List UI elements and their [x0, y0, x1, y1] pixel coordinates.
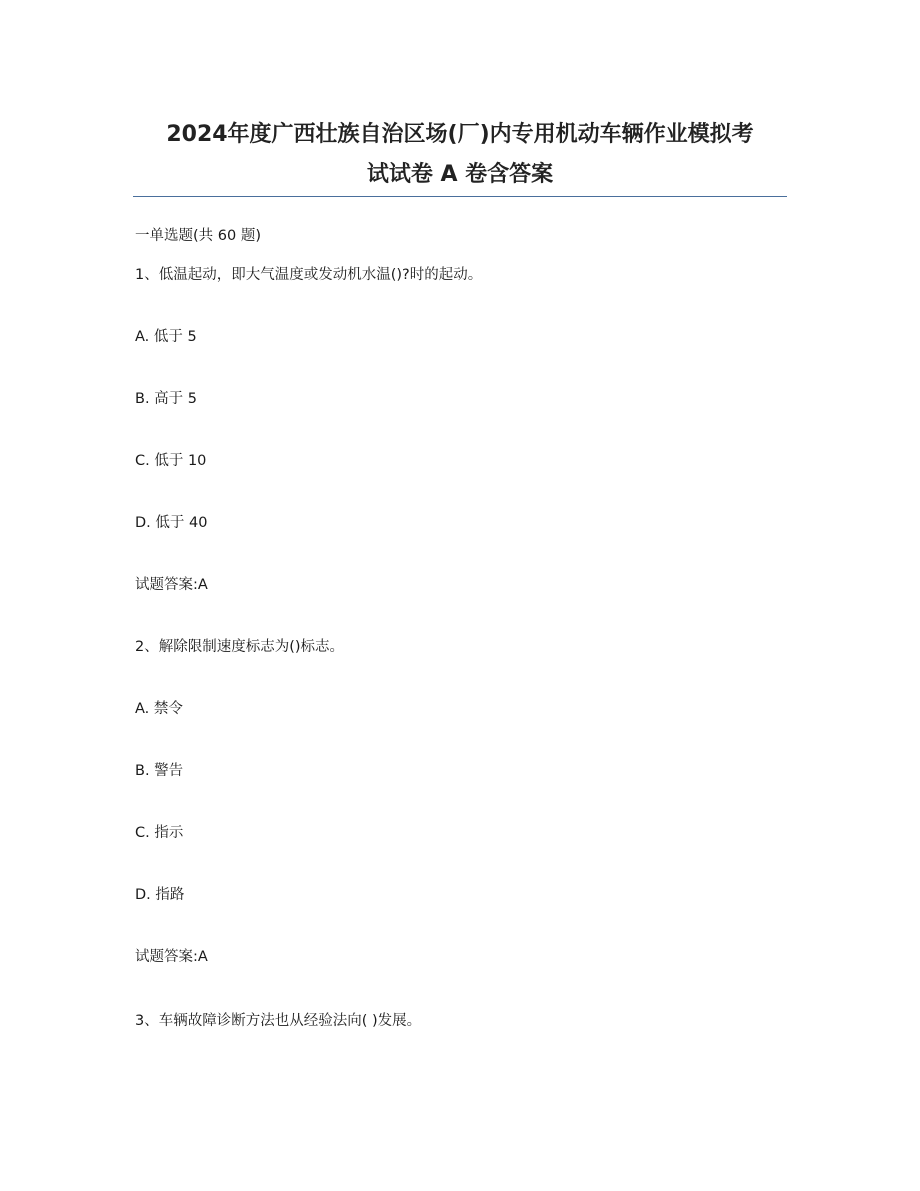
question-2-stem: 2、解除限制速度标志为()标志。	[135, 639, 345, 655]
document-title-line-1: 2024年度广西壮族自治区场(厂)内专用机动车辆作业模拟考	[166, 122, 754, 147]
question-2-option-d: D. 指路	[135, 887, 185, 903]
title-divider	[133, 196, 787, 197]
question-3-stem: 3、车辆故障诊断方法也从经验法向( )发展。	[135, 1013, 422, 1029]
question-2-answer: 试题答案:A	[135, 949, 208, 965]
question-1-option-b: B. 高于 5	[135, 391, 198, 407]
question-2-option-a: A. 禁令	[135, 701, 183, 717]
question-2-option-c: C. 指示	[135, 825, 184, 841]
question-2-option-b: B. 警告	[135, 763, 184, 779]
question-1-option-a: A. 低于 5	[135, 329, 197, 345]
question-1-answer: 试题答案:A	[135, 577, 208, 593]
section-heading: 一单选题(共 60 题)	[135, 228, 261, 244]
question-1-option-d: D. 低于 40	[135, 515, 208, 531]
document-title-line-2: 试试卷 A 卷含答案	[366, 162, 554, 187]
question-1-stem: 1、低温起动，即大气温度或发动机水温()?时的起动。	[135, 267, 483, 283]
question-1-option-c: C. 低于 10	[135, 453, 207, 469]
